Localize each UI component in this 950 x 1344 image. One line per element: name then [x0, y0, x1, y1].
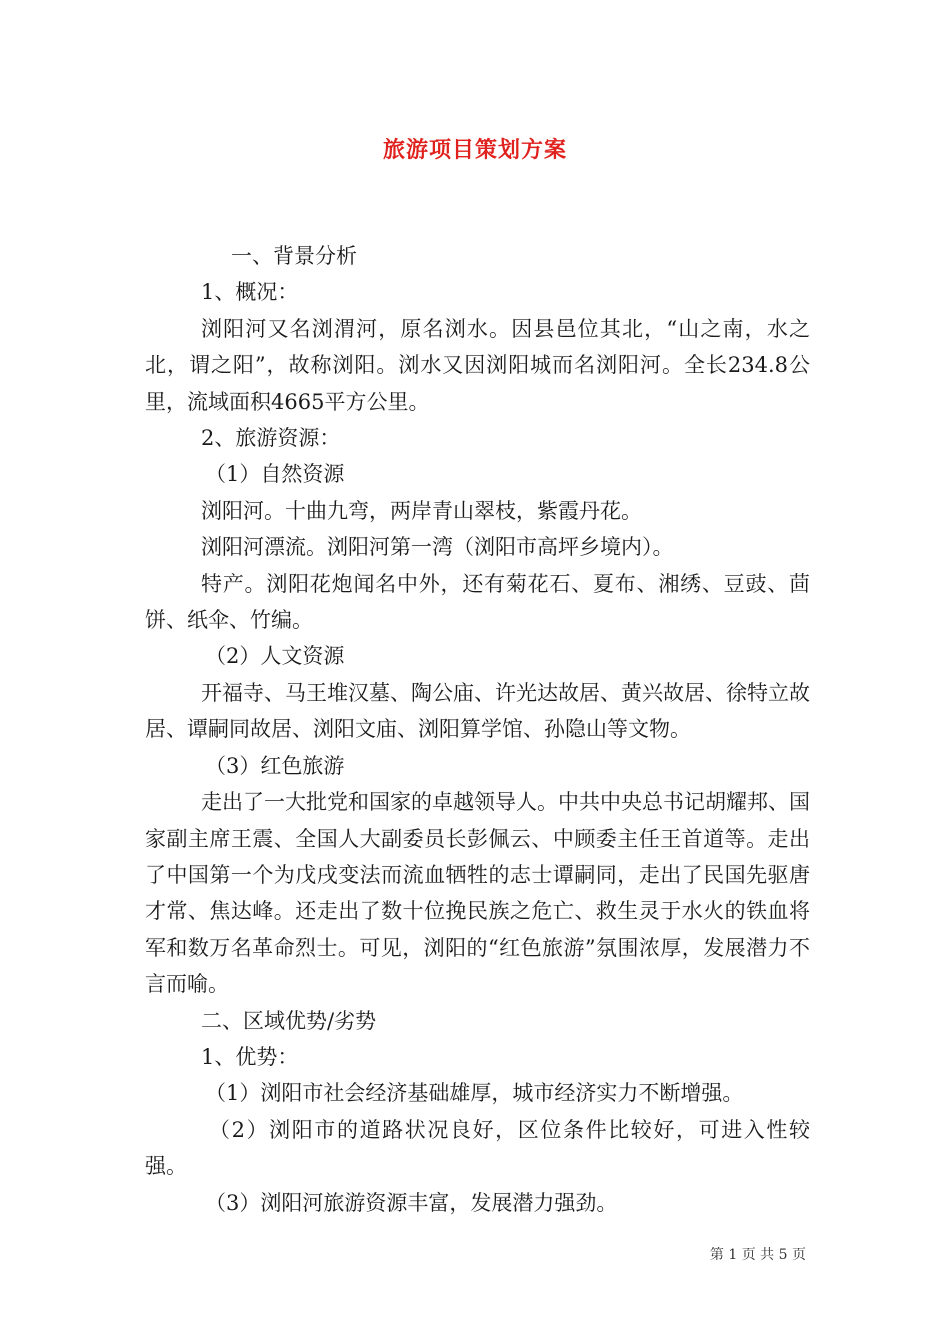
body-paragraph: 开福寺、马王堆汉墓、陶公庙、许光达故居、黄兴故居、徐特立故居、谭嗣同故居、浏阳文庙、浏阳算学馆、孙隐山等文物。 — [145, 680, 810, 742]
category-heading: （2）人文资源 — [205, 644, 345, 669]
body-paragraph: 浏阳河又名浏渭河，原名浏水。因县邑位其北，“山之南，水之北，谓之阳”，故称浏阳。浏水又因浏阳城而名浏阳河。全长234.8公里，流域面积4665平方公里。 — [145, 316, 810, 414]
list-item: （1）浏阳市社会经济基础雄厚，城市经济实力不断增强。 — [205, 1081, 744, 1106]
body-paragraph: 走出了一大批党和国家的卓越领导人。中共中央总书记胡耀邦、国家副主席王震、全国人大副委员长彭佩云、中顾委主任王首道等。走出了中国第一个为戊戌变法而流血牺牲的志士谭嗣同，走出了民国先驱唐才常、焦达峰。还走出了数十位挽民族之危亡、救生灵于水火的铁血将军和数万名革命烈士。可见，浏阳的“红色旅游”氛围浓厚，发展潜力不言而喻。 — [145, 790, 810, 997]
page-title: 旅游项目策划方案 — [382, 137, 567, 163]
body-paragraph: 特产。浏阳花炮闻名中外，还有菊花石、夏布、湘绣、豆豉、茴饼、纸伞、竹编。 — [145, 571, 810, 633]
subsection-heading: 2、旅游资源： — [201, 426, 341, 451]
list-item: （3）浏阳河旅游资源丰富，发展潜力强劲。 — [205, 1190, 618, 1215]
category-heading: （1）自然资源 — [205, 462, 345, 487]
category-heading: （3）红色旅游 — [205, 753, 345, 778]
subsection-heading: 1、优势： — [201, 1044, 299, 1069]
body-paragraph: 浏阳河漂流。浏阳河第一湾（浏阳市高坪乡境内）。 — [201, 535, 674, 560]
body-paragraph: 浏阳河。十曲九弯，两岸青山翠枝，紫霞丹花。 — [201, 498, 642, 523]
page-number: 第 1 页 共 5 页 — [709, 1247, 806, 1263]
document-body — [145, 238, 810, 1221]
list-item: （2）浏阳市的道路状况良好，区位条件比较好，可进入性较强。 — [145, 1117, 810, 1179]
section-heading: 一、背景分析 — [231, 244, 357, 268]
subsection-heading: 1、概况： — [201, 280, 299, 305]
section-heading: 二、区域优势/劣势 — [201, 1008, 377, 1033]
